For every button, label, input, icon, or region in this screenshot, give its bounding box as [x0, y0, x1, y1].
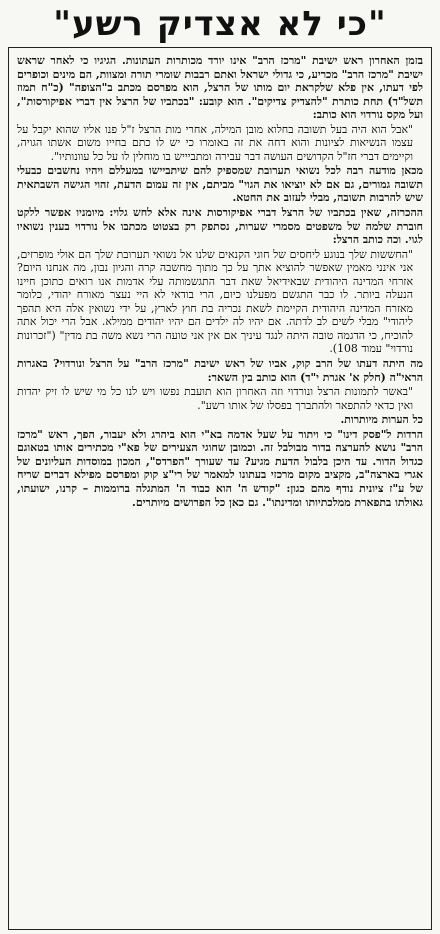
article-body-frame	[8, 47, 432, 930]
quoted-paragraph: "אבל הוא היה בעל תשובה בחלוא מובן המילה, אחרי מות הרצל ז"ל פנו אליו שהוא יקבל על עצמו הנשיאות לציונות והוא דחה את זה באומרו כי יש לו כתם בחייו משום אשתו הגויה, וקיימים דברי חז"ל הקדושים העושה דבר עבירה ומתביייש בו מוחלין לו על כל עוונותיו".	[17, 122, 413, 163]
article-paragraph: כל הערות מיותרות.	[340, 413, 423, 427]
article-headline: "כי לא אצדיק רשע"	[53, 4, 387, 44]
quoted-paragraph: "החששות שלך בנוגע ליחסים של חוגי הקנאים שלנו אל נשואי תערובת שלך הם אולי מופרזים, אני אינני מאמין שאפשר להוציא אתך על כך מתוך מחשבה קרה והגיון נבון, מה אנחנו היום? אזרחי המדינה היהודית שבאידיאל שאת דבר התגשמותה עלי אדמות אנו רואים כתוכן חיינו הנעלה ביותר. לו כבר התגשם מפעלנו כיום, הרי בודאי לא היי נעצר מאורח יהודי, כלומר מאזרח המדינה היהודית הקיימת לשאת נכריה בת חוץ לארץ, על ידי נשואין אלה היא תהפך ליהודי" מבלי לשים לב לדתה. אם יהיו לה ילדים הם יהיו יהודים ממילא. אבל הרי יכול אתה להוכיח, כי הדגמה טובה היתה לנגד עיניך אם אין אני טועה הרי נשא משה בת מדין" ("זכרונות נורדוי" עמוד 108).	[17, 247, 413, 356]
article-paragraph: הרדות ל"פסק דינו" כי ויתור על שעל אדמה בא"י הוא ביהרג ולא יעבור, הפך, ראש "מרכז הרב" נושא להערצה בדור מבולבל זה. וכמובן שחוגי הצעירים של פא"י מכתירים אותו בטאוגם כגדול הדור. עד היכן בלבול הדעת מגיע? עד שעורך "הפרדס", המכון במוסדות העליונים של אגרי בארצה"ב, מקציב מקום מרכזי בעתונו למאמר של רי"צ קוק ומפרסם מפילא דברים שריח של ע"ז ציונית נודף מהם כגון: "קודש ה' הוא כבוד ה' המתגלה ברוממות – קרנו, ישועתו, גאולתו בתפארת ממלכתיותו ומדינתו". גם כאן כל הפרושים מיותרים.	[17, 427, 423, 509]
article-paragraph: ההכרזה, שאין בכתביו של הרצל דברי אפיקורסות אינה אלא לחש גלוי: מיומניו אפשר ללקט חוברת שלמה של משפטים מסמרי שערות, נסתפק רק בצטוט מכתבו אל נורדוי בענין נשואיו לגוי. וכה כותב הרצל:	[17, 206, 423, 247]
article-paragraph: מכאן מודעה רבה לכל נשואי תערובת שמספיק להם שיתביישו במעללם ויהיו נחשבים כבעלי תשובה גמורים, גם אם לא יוציאו את הגוי" מביתם, אין זה עמום הדעת, זהוי הגישה השבתאית שיש להרבות תשובה, מבלי לעזוב את החטא.	[17, 164, 423, 205]
quoted-paragraph: "באשר לתמונות הרצל ונורדוי וזה האחרון הוא תועבת נפשו ויש לנו כל מי שיש לו זיק יהדות ואין כדאי להתפאר ולהתברך בפסלו של אותו רשע".	[17, 385, 413, 412]
article-paragraph: מה היתה דעתו של הרב קוק, אביו של ראש ישיבת "מרכז הרב" על הרצל ונורדוי? באגרות הראי"ה (חלק א' אגרת י"ד) הוא כותב בין השאר:	[17, 357, 423, 384]
article-paragraph: בזמן האחרון ראש ישיבת "מרכז הרב" אינו יורד מכותרות העתונות. הגיגיו כי לאחר שראש ישיבת "מרכז הרב" מכריע, כי גדולי ישראל ואתם רבבות שומרי תורה ומצוות, הם מינים וכופרים לפי דעתו, אין פלא שלקראת יום מותו של הרצל, הוא מפרסם מכתב ב"הצופה" (כ"ח תמוז תשל"ד) תחת כותרת "להצדיק צדיקים". הוא קובע: "בכתביו של הרצל אין דברי אפיקורסות", ועל מקס נורדוי הוא כותב:	[17, 54, 423, 122]
